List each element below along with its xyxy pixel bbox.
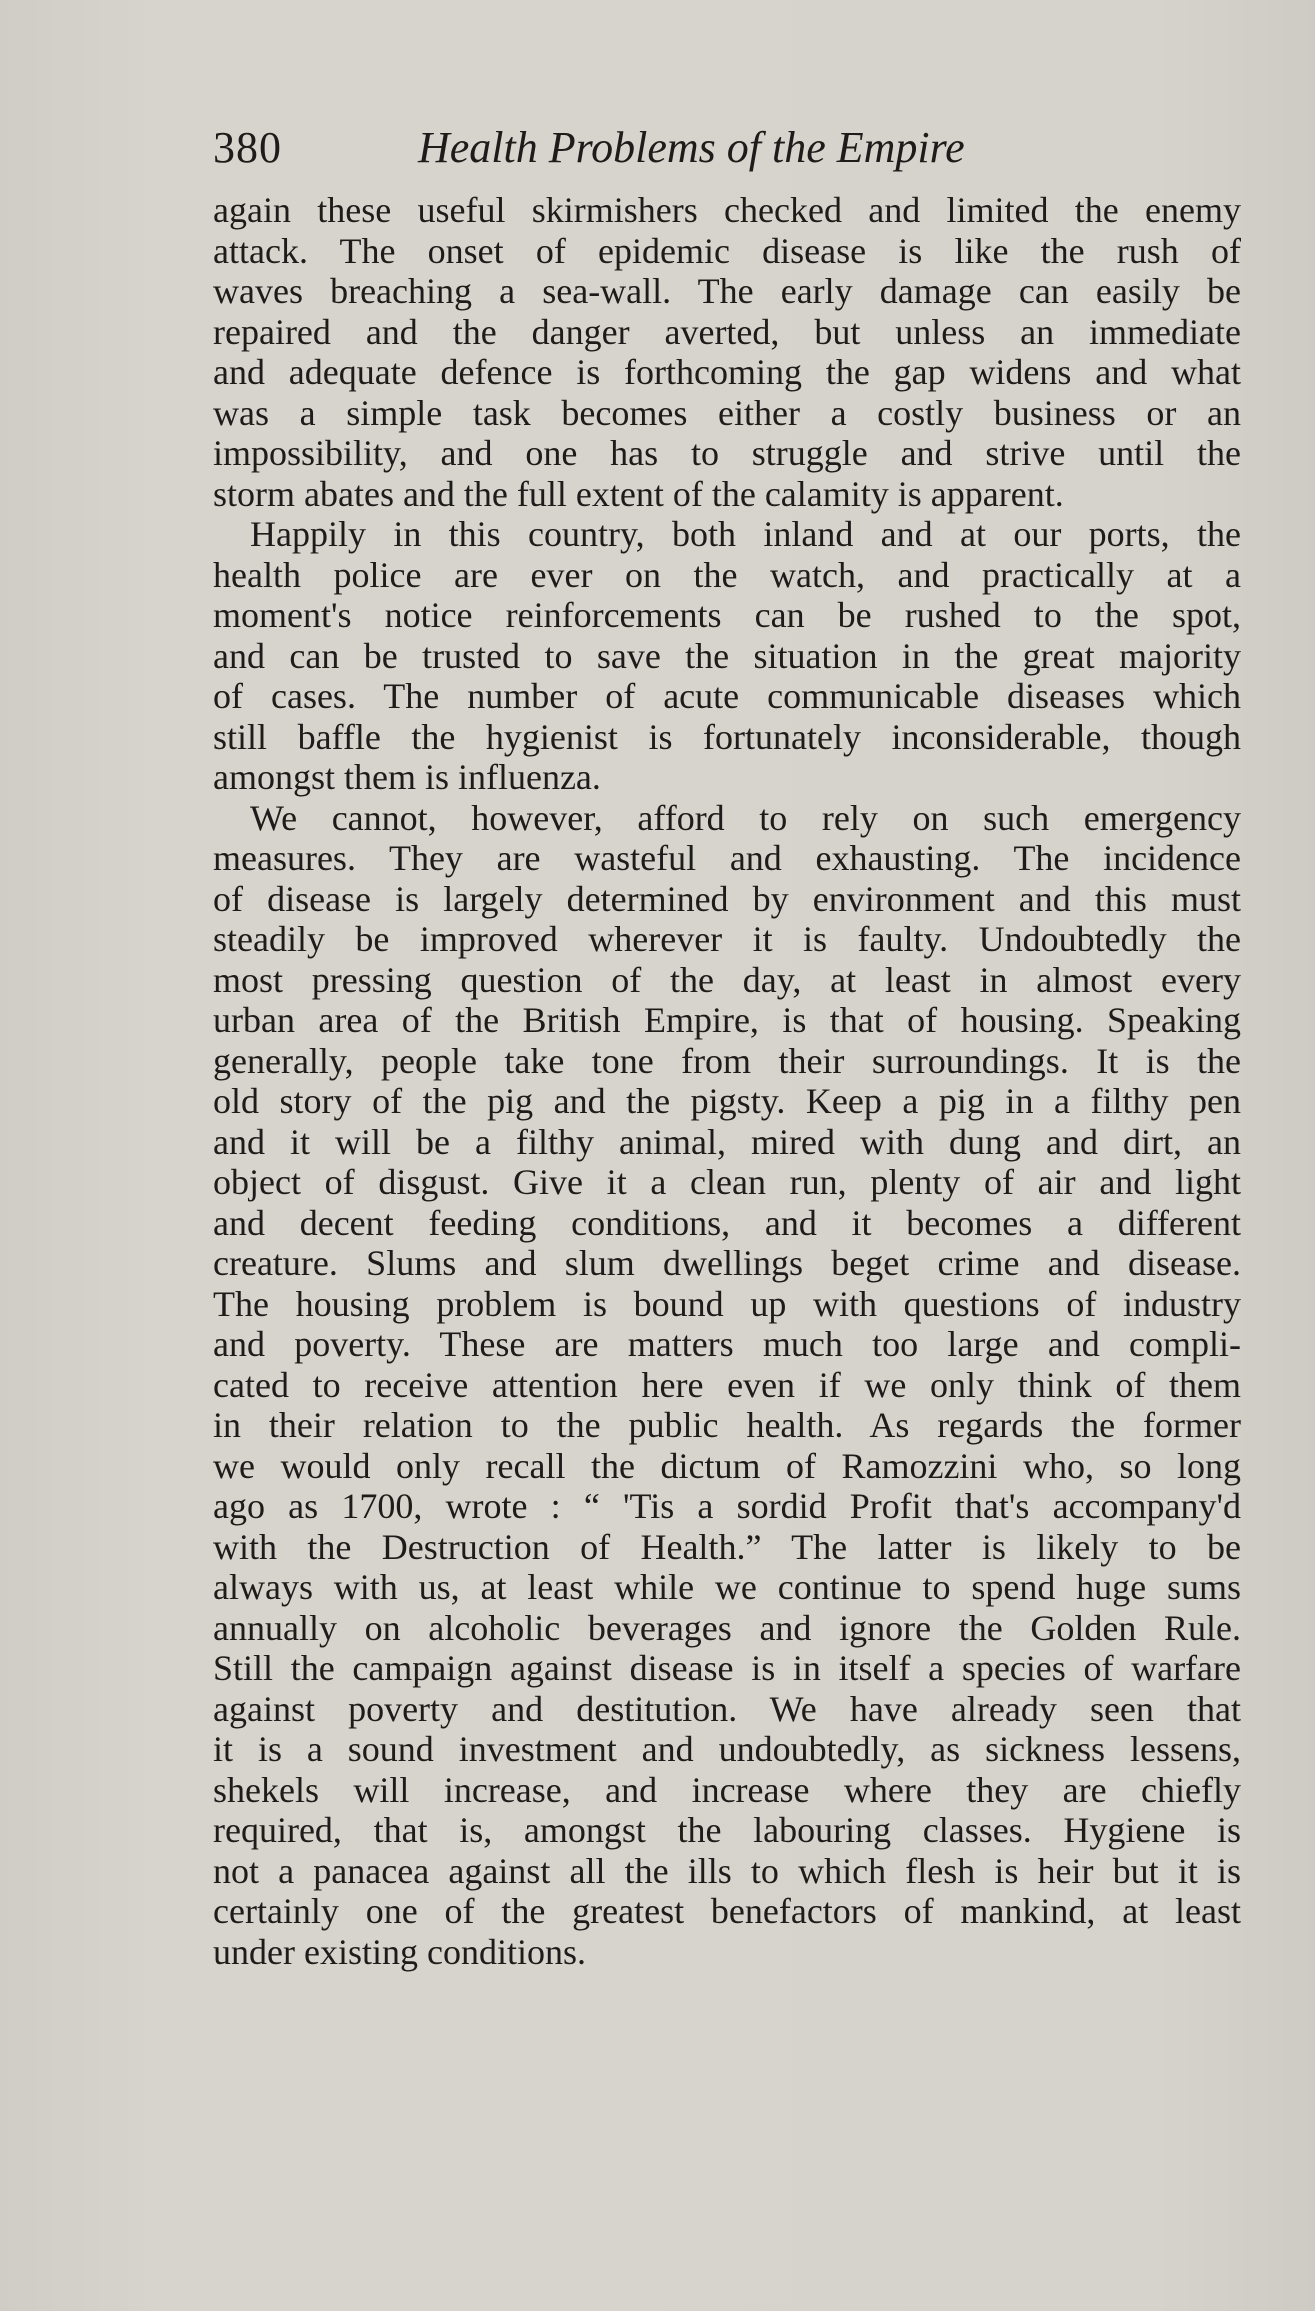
text-line: always with us, at least while we continue to spend huge sums [213,1567,1241,1607]
text-line: moment's notice reinforcements can be rushed to the spot, [213,595,1241,635]
text-line: in their relation to the public health. As regards the former [213,1405,1241,1445]
text-line: amongst them is influenza. [213,757,601,797]
text-line: we would only recall the dictum of Ramozzini who, so long [213,1445,1241,1486]
text-line: Happily in this country, both inland and at our ports, the [250,514,1241,554]
text-line: steadily be improved wherever it is faulty. Undoubtedly the [213,919,1241,959]
text-line: required, that is, amongst the labouring classes. Hygiene is [213,1810,1241,1850]
text-line: object of disgust. Give it a clean run, plenty of air and light [213,1162,1241,1202]
text-line: and decent feeding conditions, and it becomes a different [213,1202,1241,1243]
text-line: Still the campaign against disease is in itself a species of warfare [213,1648,1241,1688]
text-line: was a simple task becomes either a costly business or an [213,392,1241,433]
text-line: not a panacea against all the ills to which flesh is heir but it is [213,1850,1241,1891]
text-line: creature. Slums and slum dwellings beget crime and disease. [213,1243,1241,1283]
text-line: and adequate defence is forthcoming the gap widens and what [213,352,1241,392]
text-line: against poverty and destitution. We have already seen that [213,1688,1241,1729]
text-line: with the Destruction of Health.” The latter is likely to be [213,1526,1241,1567]
running-head-title: Health Problems of the Empire [418,123,965,172]
page-number: 380 [213,123,282,172]
text-line: of cases. The number of acute communicable diseases which [213,676,1241,716]
text-line: most pressing question of the day, at least in almost every [213,959,1241,1000]
text-line: old story of the pig and the pigsty. Keep a pig in a filthy pen [213,1081,1241,1121]
text-line: annually on alcoholic beverages and ignore the Golden Rule. [213,1607,1241,1648]
text-line: cated to receive attention here even if we only think of them [213,1364,1241,1405]
text-line: shekels will increase, and increase where they are chiefly [213,1769,1241,1810]
text-line: and it will be a filthy animal, mired with dung and dirt, an [213,1121,1241,1162]
text-line: attack. The onset of epidemic disease is like the rush of [213,230,1241,271]
text-line: and can be trusted to save the situation in the great majority [213,635,1241,676]
text-line: repaired and the danger averted, but unless an immediate [213,311,1241,352]
text-line: of disease is largely determined by environment and this must [213,878,1241,919]
text-line: generally, people take tone from their surroundings. It is the [213,1040,1241,1081]
text-line: and poverty. These are matters much too large and compli- [213,1324,1241,1364]
text-line: We cannot, however, afford to rely on such emergency [250,797,1241,838]
text-line: ago as 1700, wrote : “ 'Tis a sordid Profit that's accompany'd [213,1486,1241,1526]
text-line: storm abates and the full extent of the calamity is apparent. [213,473,1064,514]
text-line: health police are ever on the watch, and practically at a [213,554,1241,595]
body-text [213,190,1241,1972]
text-line: waves breaching a sea-wall. The early damage can easily be [213,271,1241,311]
text-line: certainly one of the greatest benefactors of mankind, at least [213,1891,1241,1931]
text-line: impossibility, and one has to struggle and strive until the [213,433,1241,473]
text-line: still baffle the hygienist is fortunately inconsiderable, though [213,716,1241,757]
text-line: urban area of the British Empire, is that of housing. Speaking [213,1000,1241,1040]
text-line: again these useful skirmishers checked and limited the enemy [213,190,1241,230]
text-line: The housing problem is bound up with questions of industry [213,1283,1241,1324]
text-line: measures. They are wasteful and exhausting. The incidence [213,838,1241,878]
text-line: under existing conditions. [213,1931,586,1972]
running-head [213,118,1093,178]
text-line: it is a sound investment and undoubtedly, as sickness lessens, [213,1729,1241,1769]
